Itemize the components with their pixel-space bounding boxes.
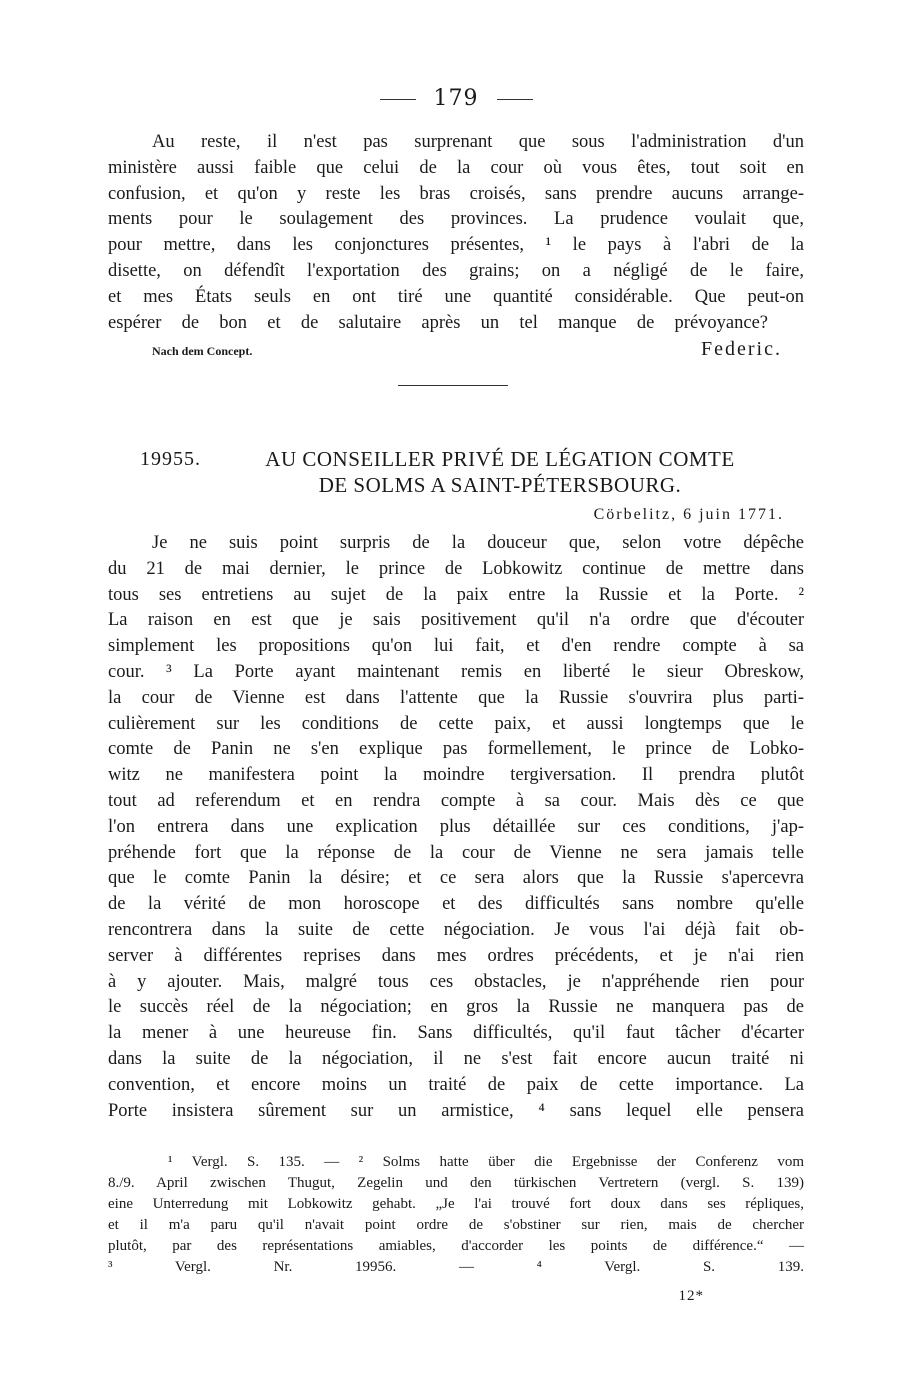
text-line: préhende fort que la réponse de la cour de Vienne ne sera jamais telle: [108, 842, 804, 863]
text-line: Porte insistera sûrement sur un armistice, ⁴ sans lequel elle pensera: [108, 1100, 804, 1121]
footnote-line: 8./9. April zwischen Thugut, Zegelin und den türkischen Vertretern (vergl. S. 139): [108, 1175, 804, 1191]
text-line: comte de Panin ne s'en explique pas formellement, le prince de Lobko-: [108, 739, 804, 760]
text-line: disette, on défendît l'exportation des grains; on a négligé de le faire,: [108, 260, 804, 281]
text-line: dans la suite de la négociation, il ne s'est fait encore aucun traité ni: [108, 1048, 804, 1069]
text-line: pour mettre, dans les conjonctures présentes, ¹ le pays à l'abri de la: [108, 235, 804, 256]
running-header: [108, 86, 804, 111]
text-line: ments pour le soulagement des provinces. La prudence voulait que,: [108, 209, 804, 230]
text-line: culièrement sur les conditions de cette paix, et aussi longtemps que le: [108, 713, 804, 734]
header-rule-left: [380, 99, 416, 100]
dateline: Cörbelitz, 6 juin 1771.: [593, 506, 784, 523]
closing-paragraph: [108, 130, 804, 336]
text-line: la mener à une heureuse fin. Sans difficultés, qu'il faut tâcher d'écarter: [108, 1023, 804, 1044]
text-line: la cour de Vienne est dans l'attente que la Russie s'ouvrira plus parti-: [108, 687, 804, 708]
title-line: DE SOLMS A SAINT-PÉTERSBOURG.: [318, 473, 682, 497]
text-line: de la vérité de mon horoscope et des difficultés sans nombre qu'elle: [108, 894, 804, 915]
text-line: ministère aussi faible que celui de la cour où vous êtes, tout soit en: [108, 157, 804, 178]
text-line: convention, et encore moins un traité de paix de cette importance. La: [108, 1074, 804, 1095]
text-line: le succès réel de la négociation; en gros la Russie ne manquera pas de: [108, 997, 804, 1018]
sheet-signature: 12*: [678, 1288, 704, 1304]
text-line: et mes États seuls en ont tiré une quantité considérable. Que peut-on: [108, 286, 804, 307]
title-line: AU CONSEILLER PRIVÉ DE LÉGATION COMTE: [265, 447, 735, 471]
header-rule-right: [497, 99, 533, 100]
footnote-line: ¹ Vergl. S. 135. — ² Solms hatte über die Ergebnisse der Conferenz vom: [168, 1154, 804, 1170]
text-line: cour. ³ La Porte ayant maintenant remis en liberté le sieur Obreskow,: [108, 661, 804, 682]
text-line: Au reste, il n'est pas surprenant que sous l'administration d'un: [152, 132, 804, 152]
letter-body: [108, 531, 804, 1124]
text-line: server à différentes reprises dans mes ordres précédents, et je n'ai rien: [108, 945, 804, 966]
text-line: tous ses entretiens au sujet de la paix entre la Russie et la Porte. ²: [108, 584, 804, 605]
text-line: l'on entrera dans une explication plus détaillée sur ces conditions, j'ap-: [108, 816, 804, 837]
text-line: La raison en est que je sais positivement qu'il n'a ordre que d'écouter: [108, 610, 804, 631]
text-line: simplement les propositions qu'on lui fait, et d'en rendre compte à sa: [108, 636, 804, 657]
text-line: rencontrera dans la suite de cette négociation. Je vous l'ai déjà fait ob-: [108, 919, 804, 940]
page-number: 179: [433, 86, 479, 111]
text-line: que le comte Panin la désire; et ce sera alors que la Russie s'apercevra: [108, 868, 804, 889]
footnotes: [108, 1152, 804, 1278]
footnote-line: ³ Vergl. Nr. 19956. — ⁴ Vergl. S. 139.: [108, 1259, 804, 1275]
signature: Federic.: [701, 338, 782, 360]
text-line: witz ne manifestera point la moindre tergiversation. Il prendra plutôt: [108, 765, 804, 786]
text-line: du 21 de mai dernier, le prince de Lobkowitz continue de mettre dans: [108, 558, 804, 579]
text-line: tout ad referendum et en rendra compte à sa cour. Mais dès ce que: [108, 790, 804, 811]
footnote-line: plutôt, par des représentations amiables, d'accorder les points de différence.“ —: [108, 1238, 804, 1254]
document-number: 19955.: [140, 448, 201, 470]
footnote-line: et il m'a paru qu'il n'avait point ordre de s'obstiner sur rien, mais de chercher: [108, 1217, 804, 1233]
text-line: espérer de bon et de salutaire après un tel manque de prévoyance?: [108, 312, 768, 333]
source-note: Nach dem Concept.: [152, 344, 253, 358]
document-title: [230, 446, 770, 498]
text-line: confusion, et qu'on y reste les bras croisés, sans prendre aucuns arrange-: [108, 183, 804, 204]
text-line: Je ne suis point surpris de la douceur que, selon votre dépêche: [152, 533, 804, 553]
section-separator: [398, 385, 508, 386]
text-line: à y ajouter. Mais, malgré tous ces obstacles, je n'appréhende rien pour: [108, 971, 804, 992]
footnote-line: eine Unterredung mit Lobkowitz gehabt. „Je l'ai trouvé fort doux dans ses répliques,: [108, 1196, 804, 1212]
